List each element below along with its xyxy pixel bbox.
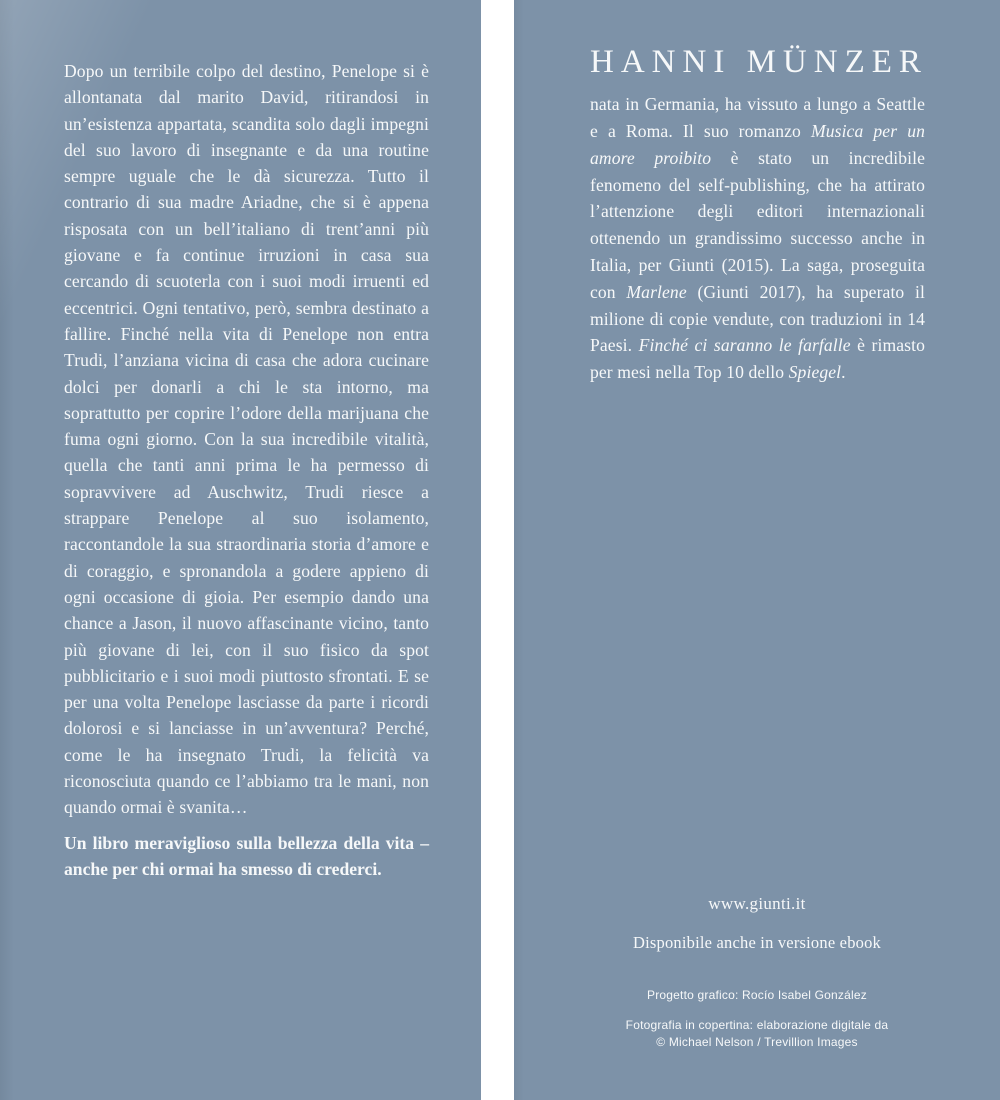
flap-divider [481, 0, 514, 1100]
author-name: HANNI MÜNZER [590, 44, 928, 80]
tagline-text: Un libro meraviglioso sulla bellezza della vita – anche per chi ormai ha smesso di crederci. [64, 832, 429, 879]
right-flap [514, 0, 1000, 1100]
author-bio: nata in Germania, ha vissuto a lungo a Seattle e a Roma. Il suo romanzo Musica per un amore proibito è stato un incredibile fenomeno del self-publishing, che ha attirato l’attenzione degli editori internazionali ottenendo un grandissimo successo anche in Italia, per Giunti (2015). La saga, proseguita con Marlene (Giunti 2017), ha superato il milione di copie vendute, con traduzioni in 14 Paesi. Finché ci saranno le farfalle è rimasto per mesi nella Top 10 dello Spiegel. [590, 94, 926, 383]
credits-block [514, 987, 1000, 1051]
left-flap [0, 0, 481, 1100]
synopsis-text: Dopo un terribile colpo del destino, Penelope si è allontanata dal marito David, ritirandosi in un’esistenza appartata, scandita solo dagli impegni del suo lavoro di insegnante e da una routine sempre uguale che le dà sicurezza. Tutto il contrario di sua madre Ariadne, che si è appena risposata con un bell’italiano di trent’anni più giovane e fa continue irruzioni in casa sua cercando di scuoterla con i suoi modi irruenti ed eccentrici. Ogni tentativo, però, sembra destinato a fallire. Finché nella vita di Penelope non entra Trudi, l’anziana vicina di casa che adora cucinare dolci per donarli a chi le sta intorno, ma soprattutto per coprire l’odore della marijuana che fuma ogni giorno. Con la sua incredibile vitalità, quella che tanti anni prima le ha permesso di sopravvivere ad Auschwitz, Trudi riesce a strappare Penelope al suo isolamento, raccontandole la sua straordinaria storia d’amore e di coraggio, e spronandola a godere appieno di ogni occasione di gioia. Per esempio dando una chance a Jason, il nuovo affascinante vicino, tanto più giovane di lei, con il suo fisico da spot pubblicitario e i suoi modi piuttosto sfrontati. E se per una volta Penelope lasciasse da parte i ricordi dolorosi e si lanciasse in un’avventura? Perché, come le ha insegnato Trudi, la felicità va riconosciuta quando ce l’abbiamo tra le mani, non quando ormai è svanita… [64, 61, 429, 818]
publisher-website: www.giunti.it [708, 894, 806, 913]
publisher-block [514, 894, 1000, 1051]
cover-photo-credit-line2: © Michael Nelson / Trevillion Images [656, 1035, 858, 1049]
ebook-availability-note: Disponibile anche in versione ebook [632, 933, 882, 952]
cover-photo-credit-line1: Fotografia in copertina: elaborazione digitale da [625, 1018, 889, 1032]
design-credit: Progetto grafico: Rocío Isabel González [647, 988, 867, 1002]
